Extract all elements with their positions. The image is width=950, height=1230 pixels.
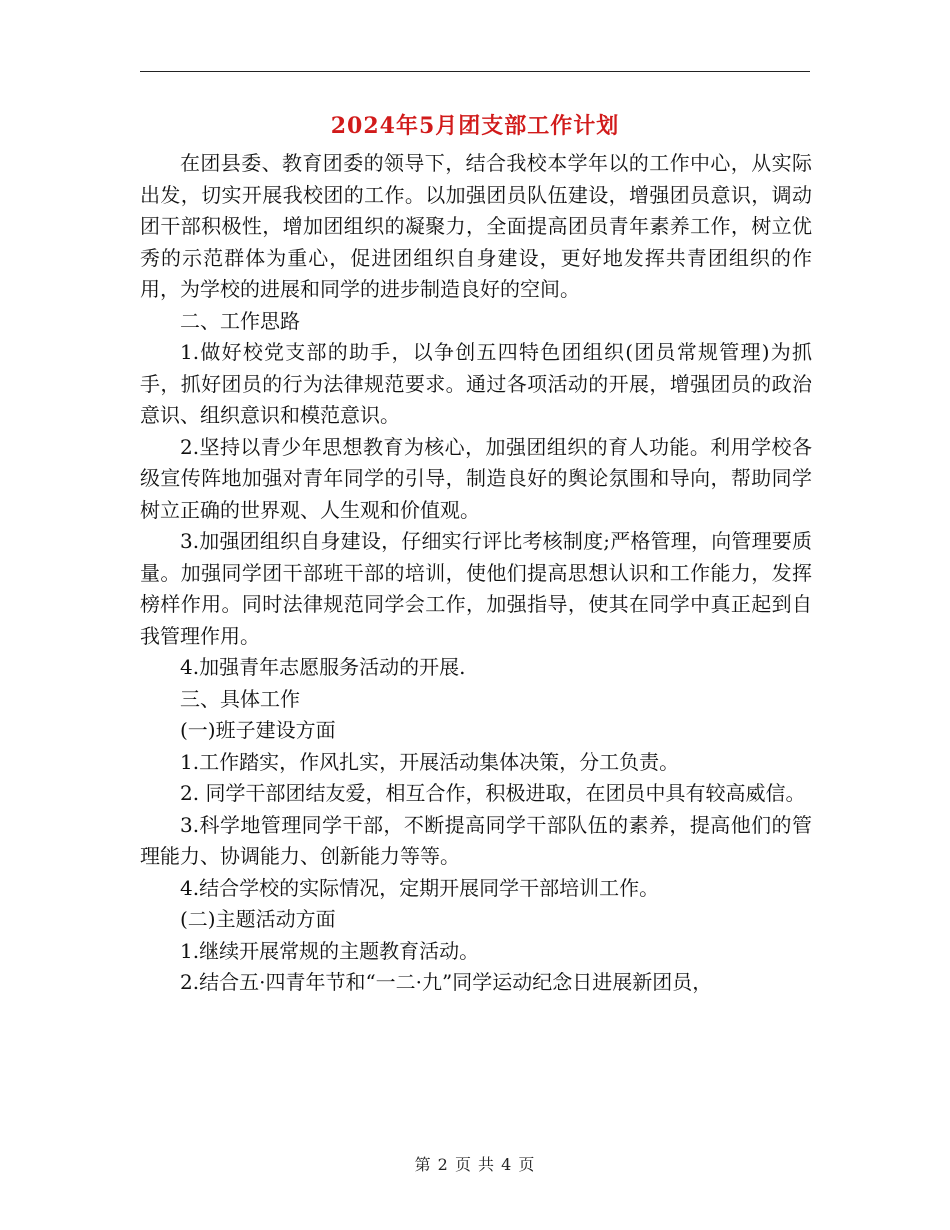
page-number: 第 2 页 共 4 页 [414,1155,536,1174]
section-heading: 三、具体工作 [180,686,300,711]
paragraph: 1.做好校党支部的助手，以争创五四特色团组织(团员常规管理)为抓手，抓好团员的行为法律规范要求。通过各项活动的开展，增强团员的政治意识、组织意识和模范意识。 [140,340,812,427]
paragraph: 4.结合学校的实际情况，定期开展同学干部培训工作。 [180,875,660,900]
header-rule [140,71,810,72]
subsection-heading: (二)主题活动方面 [180,907,336,931]
section-heading: 二、工作思路 [180,308,300,333]
paragraph: 4.加强青年志愿服务活动的开展. [180,655,466,679]
document-body [140,148,812,999]
paragraph: 3.科学地管理同学干部，不断提高同学干部队伍的素养，提高他们的管理能力、协调能力、创新能力等等。 [140,812,812,868]
paragraph: 1.工作踏实，作风扎实，开展活动集体决策，分工负责。 [180,749,680,774]
paragraph: 2.坚持以青少年思想教育为核心，加强团组织的育人功能。利用学校各级宣传阵地加强对青年同学的引导，制造良好的舆论氛围和导向，帮助同学树立正确的世界观、人生观和价值观。 [140,434,812,522]
subsection-heading: (一)班子建设方面 [180,718,336,742]
paragraph: 2.结合五·四青年节和“一二·九”同学运动纪念日进展新团员， [180,970,713,994]
paragraph: 3.加强团组织自身建设，仔细实行评比考核制度;严格管理，向管理要质量。加强同学团干部班干部的培训，使他们提高思想认识和工作能力，发挥榜样作用。同时法律规范同学会工作，加强指导，使其在同学中真正起到自我管理作用。 [140,529,812,648]
paragraph: 1.继续开展常规的主题教育活动。 [180,938,480,963]
paragraph: 2. 同学干部团结友爱，相互合作，积极进取，在团员中具有较高威信。 [180,781,806,805]
document-title: 2024年5月团支部工作计划 [330,113,620,139]
paragraph: 在团县委、教育团委的领导下，结合我校本学年以的工作中心，从实际出发，切实开展我校团的工作。以加强团员队伍建设，增强团员意识，调动团干部积极性，增加团组织的凝聚力，全面提高团员青年素养工作，树立优秀的示范群体为重心，促进团组织自身建设，更好地发挥共青团组织的作用，为学校的进展和同学的进步制造良好的空间。 [140,151,812,301]
